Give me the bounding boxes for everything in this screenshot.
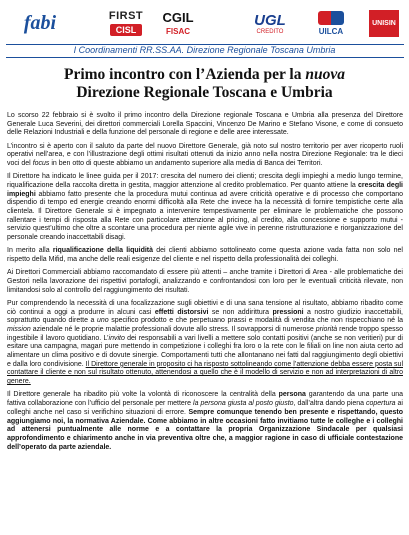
union-logos xyxy=(6,2,404,44)
page-title xyxy=(0,66,409,102)
uilca-mark-icon xyxy=(318,11,344,25)
paragraph-7: Il Direttore generale ha ribadito più volte la volontà di riconoscere la centralità della persona garantendo da una parte una fattiva collaborazione con l’ufficio del personale per mettere la persona giusta al posto giusto, dall’altra dando piena copertura ai colleghi anche nel caso si verifichino situazioni di errore. Sempre comunque tenendo ben presente e rispettando, questo aggiungiamo noi, la normativa Aziendale. Come abbiamo in altre occasioni fatto invitiamo tutte le colleghe e i colleghi ad attenersi puntualmente alle norme e a contattare la propria Organizzazione Sindacale per qualsiasi approfondimento e chiarimento anche in via preventiva oltre che, a maggior ragione in caso di ufficiale contestazione dell’operato da parte aziendale. xyxy=(7,391,403,451)
paragraph-6: Pur comprendendo la necessità di una focalizzazione sugli obiettivi e di una sana tensione al risultato, abbiamo ribadito come ciò continui a oggi a produrre in alcuni casi effetti distorsivi se non addirittura pressioni a nostro giudizio inaccettabili, soprattutto quando dirette a uno specifico prodotto e che perpetuano prassi e modalità di vendita che non rispecchiano né la mission aziendale né le proprie malattie professionali dovute allo stress. Il sovrapporsi di numerose priorità rende troppo spesso ingestibile il lavoro quotidiano. L’invito dei responsabili a vari livelli a mettere solo contatti positivi (anche se non veritieri) pur di esitare una campagna, magari pure mettendo in competizione i colleghi fra loro o la rete con le filiali on line non aiuta certo ad alimentare un clima positivo e di dovute sinergie. Comportamenti tutti che allontanano nei fatti dal raggiungimento degli obiettivi e dalla loro condivisione. Il Direttore generale in proposito ci ha risposto sottolineando come l’attenzione debba essere posta sul contattare il cliente e non sul risultato ottenuto, attenendosi a quello che è il modello di servizio e non ad interpretazioni di altro genere. xyxy=(7,299,404,386)
fabi-logo: fabi xyxy=(23,11,57,34)
title-line-2: Direzione Regionale Toscana e Umbria xyxy=(76,84,333,101)
header-rule-bottom xyxy=(6,57,404,58)
paragraph-1: Lo scorso 22 febbraio si è svolto il primo incontro della Direzione regionale Toscana e Umbria alla presenza del Direttore Generale Luca Severini, dei direttori commerciali Lorella Spaccini, Vincenzo De Marino e Stefano Visone, e come di consueto delle Relazioni Industriali e della funzione del personale di regione e delle aree interessate. xyxy=(7,112,403,137)
unisin-logo: UNISIN xyxy=(366,6,402,40)
article-body xyxy=(7,112,403,457)
paragraph-3: Il Direttore ha indicato le linee guida per il 2017: crescita del numero dei clienti; crescita degli impieghi a medio lungo termine, riqualificazione della raccolta diretta in gestita, maggior attenzione al credito problematico. Per quanto attiene la crescita degli impieghi abbiamo fatto presente che la procedura mutui continua ad avere criticità operative e di processo che comportano dispendio di tempo ed energie creando enormi difficoltà alla Rete che invece ha la necessità di fornire tempistiche certe alla clientela. Il Direttore Generale si è impegnato a intervenire tempestivamente per eliminare le problematiche che possono rallentare i tempi di risposta alla Rete con particolare attenzione al pricing, al credito, alla concessione e supporto mutui - servizio quest’ultimo che oltre a scontare una procedura per niente agile vive in perenne ristrutturazione e riorganizzazione del personale creando inaccettabili disagi. xyxy=(7,173,403,242)
cgil-fisac-logo: CGIL FISAC xyxy=(162,10,194,36)
title-line-1: Primo incontro con l’Azienda per la nuova xyxy=(63,66,345,83)
paragraph-2: L’incontro si è aperto con il saluto da parte del nuovo Direttore Generale, già noto sul nostro territorio per aver ricoperto ruoli operativi nell’area, e con l’illustrazione degli ottimi risultati ottenuti da inizio anno nella nostra Direzione Regionale: tra le dieci voci del focus in ben otto di queste abbiamo un andamento superiore alla media di Banca dei Territori. xyxy=(7,142,403,168)
first-cisl-logo: FIRST CISL xyxy=(108,10,144,35)
paragraph-4: In merito alla riqualificazione della liquidità dei clienti abbiamo sottolineato come questa azione vada fatta non solo nel rispetto della Mifid, ma anche delle reali esigenze del cliente e nel rispetto della professionalità dei colleghi. xyxy=(7,247,403,264)
ugl-credito-logo: UGL CREDITO xyxy=(254,11,286,35)
coordinamenti-line: I Coordinamenti RR.SS.AA. Direzione Regionale Toscana Umbria xyxy=(73,45,336,55)
paragraph-5: Ai Direttori Commerciali abbiamo raccomandato di essere più attenti – anche tramite i Direttori di Area - alle problematiche dei Gestori nella lavorazione dei rispettivi portafogli, analizzando e confrontandosi con loro per le eventuali criticità rilevate, non limitandosi solo al controllo del raggiungimento dei risultati. xyxy=(7,269,403,294)
uilca-logo: UILCA xyxy=(306,6,356,40)
